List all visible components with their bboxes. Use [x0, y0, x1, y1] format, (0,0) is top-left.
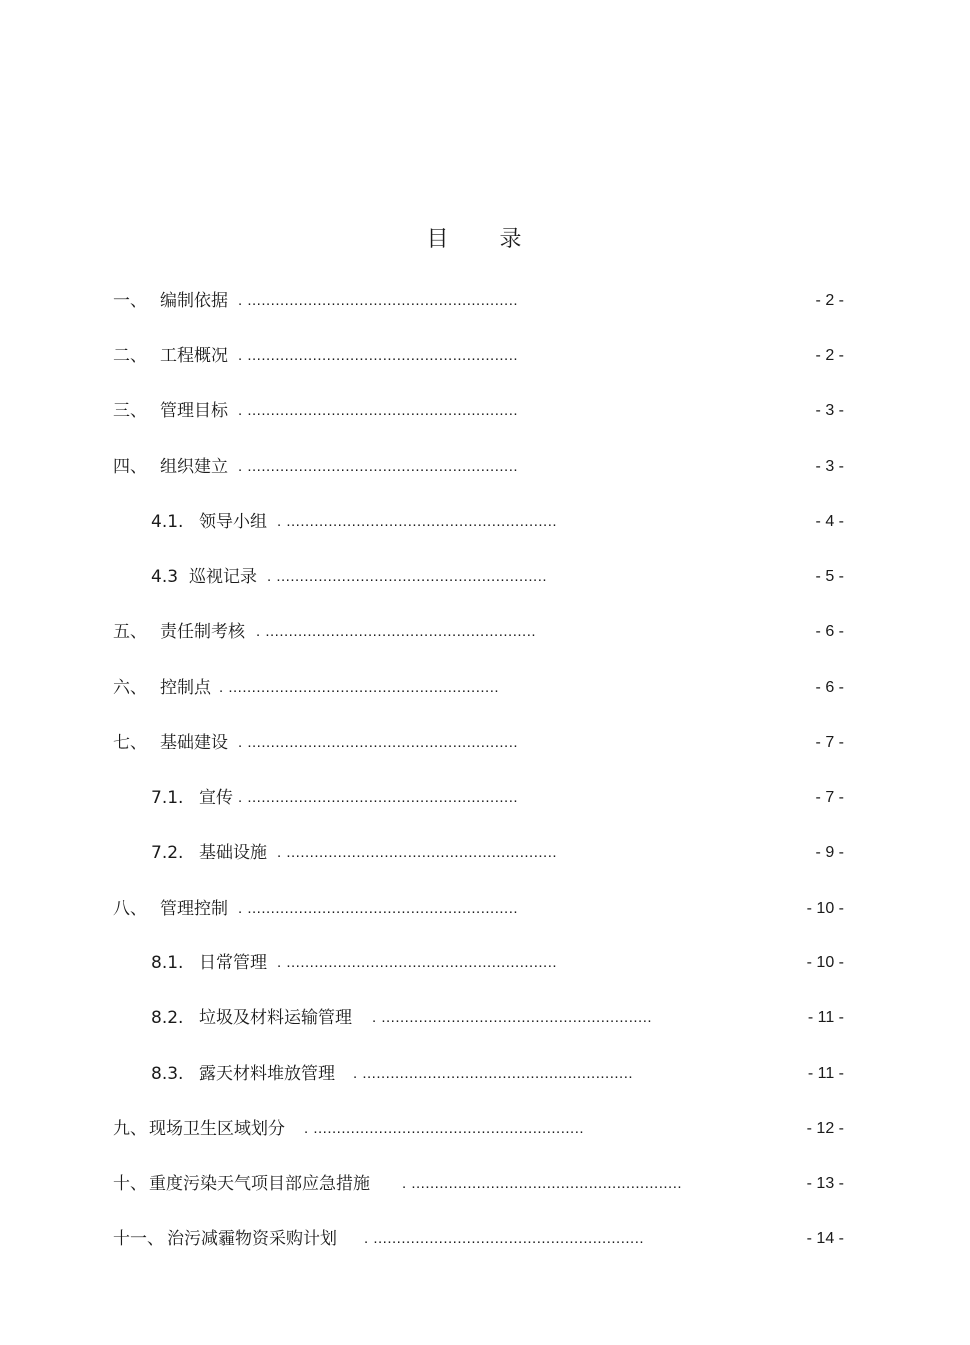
toc-entry-label: 管理目标	[160, 401, 228, 421]
toc-entry-leader: . ..........................................................	[402, 1175, 683, 1192]
toc-entry-number: 七、	[113, 733, 147, 753]
toc-entry-number: 8.1.	[151, 953, 184, 973]
toc-entry-leader: . ..........................................................	[277, 844, 558, 861]
toc-entry-number: 一、	[113, 291, 147, 311]
toc-entry-label: 现场卫生区域划分	[149, 1119, 285, 1139]
toc-entry-page: - 10 -	[806, 900, 844, 917]
toc-entry[interactable]	[0, 620, 950, 644]
toc-entry-label: 管理控制	[160, 899, 228, 919]
toc-entry-page: - 3 -	[815, 402, 844, 419]
toc-entry-page: - 10 -	[806, 954, 844, 971]
toc-entry-leader: . ..........................................................	[353, 1065, 634, 1082]
toc-entry[interactable]	[0, 676, 950, 700]
toc-entry[interactable]	[0, 951, 950, 975]
toc-entry-leader: . ..........................................................	[267, 568, 548, 585]
toc-entry-number: 十一、	[113, 1229, 164, 1249]
toc-entry-page: - 11 -	[807, 1065, 844, 1082]
toc-entry[interactable]	[0, 565, 950, 589]
toc-entry-page: - 11 -	[807, 1009, 844, 1026]
toc-entry-page: - 14 -	[806, 1230, 844, 1247]
toc-entry-number: 4.1.	[151, 512, 184, 532]
toc-entry-leader: . ..........................................................	[238, 734, 519, 751]
toc-entry-label: 垃圾及材料运输管理	[199, 1008, 352, 1028]
toc-entry-label: 基础设施	[199, 843, 267, 863]
toc-entry-label: 巡视记录	[189, 567, 257, 587]
toc-entry-number: 二、	[113, 346, 147, 366]
toc-entry-page: - 3 -	[815, 458, 844, 475]
toc-entry-label: 工程概况	[160, 346, 228, 366]
toc-entry[interactable]	[0, 1227, 950, 1251]
toc-entry-leader: . ..........................................................	[256, 623, 537, 640]
toc-entry[interactable]	[0, 455, 950, 479]
toc-entry[interactable]	[0, 841, 950, 865]
toc-entry-leader: . ..........................................................	[219, 679, 500, 696]
toc-entry-leader: . ..........................................................	[364, 1230, 645, 1247]
toc-entry[interactable]	[0, 1006, 950, 1030]
toc-entry-number: 7.1.	[151, 788, 184, 808]
toc-entry-number: 8.3.	[151, 1064, 184, 1084]
toc-entry-label: 日常管理	[199, 953, 267, 973]
toc-entry-page: - 4 -	[815, 513, 844, 530]
toc-entry-label: 编制依据	[160, 291, 228, 311]
toc-entry-number: 六、	[113, 678, 147, 698]
toc-entry-number: 四、	[113, 457, 147, 477]
toc-entry-label: 组织建立	[160, 457, 228, 477]
toc-entry-page: - 7 -	[815, 789, 844, 806]
toc-entry-label: 领导小组	[199, 512, 267, 532]
toc-entry[interactable]	[0, 1062, 950, 1086]
toc-entry[interactable]	[0, 289, 950, 313]
toc-entry[interactable]	[0, 1172, 950, 1196]
toc-entry-leader: . ..........................................................	[277, 513, 558, 530]
toc-entry-number: 十、	[113, 1174, 147, 1194]
toc-entry-page: - 2 -	[815, 347, 844, 364]
toc-entry-number: 五、	[113, 622, 147, 642]
toc-entry-leader: . ..........................................................	[277, 954, 558, 971]
toc-entry-number: 九、	[113, 1119, 147, 1139]
toc-entry-page: - 6 -	[815, 679, 844, 696]
toc-entry-number: 三、	[113, 401, 147, 421]
toc-entry-number: 4.3	[151, 567, 179, 587]
toc-entry-label: 宣传	[199, 788, 233, 808]
toc-entry-page: - 13 -	[806, 1175, 844, 1192]
toc-entry[interactable]	[0, 731, 950, 755]
toc-entry-leader: . ..........................................................	[238, 458, 519, 475]
toc-entry-label: 责任制考核	[160, 622, 245, 642]
toc-entry[interactable]	[0, 344, 950, 368]
toc-entry-number: 8.2.	[151, 1008, 184, 1028]
toc-entry-leader: . ..........................................................	[238, 347, 519, 364]
toc-entry-label: 基础建设	[160, 733, 228, 753]
toc-entry-page: - 5 -	[815, 568, 844, 585]
toc-entry-leader: . ..........................................................	[238, 292, 519, 309]
toc-entry-page: - 7 -	[815, 734, 844, 751]
page-title: 目 录	[426, 227, 544, 252]
toc-entry-leader: . ..........................................................	[304, 1120, 585, 1137]
toc-entry-leader: . ..........................................................	[238, 402, 519, 419]
toc-entry[interactable]	[0, 510, 950, 534]
toc-entry[interactable]	[0, 786, 950, 810]
toc-entry-label: 控制点	[160, 678, 211, 698]
toc-entry[interactable]	[0, 1117, 950, 1141]
toc-entry[interactable]	[0, 897, 950, 921]
toc-entry-leader: . ..........................................................	[238, 900, 519, 917]
toc-entry-page: - 6 -	[815, 623, 844, 640]
toc-entry-label: 露天材料堆放管理	[199, 1064, 335, 1084]
toc-entry-leader: . ..........................................................	[372, 1009, 653, 1026]
toc-entry-page: - 9 -	[815, 844, 844, 861]
toc-entry-number: 八、	[113, 899, 147, 919]
toc-entry-page: - 2 -	[815, 292, 844, 309]
toc-entry-leader: . ..........................................................	[238, 789, 519, 806]
toc-entry[interactable]	[0, 399, 950, 423]
toc-entry-label: 重度污染天气项目部应急措施	[149, 1174, 370, 1194]
toc-entry-label: 治污减霾物资采购计划	[167, 1229, 337, 1249]
toc-entry-number: 7.2.	[151, 843, 184, 863]
toc-entry-page: - 12 -	[806, 1120, 844, 1137]
